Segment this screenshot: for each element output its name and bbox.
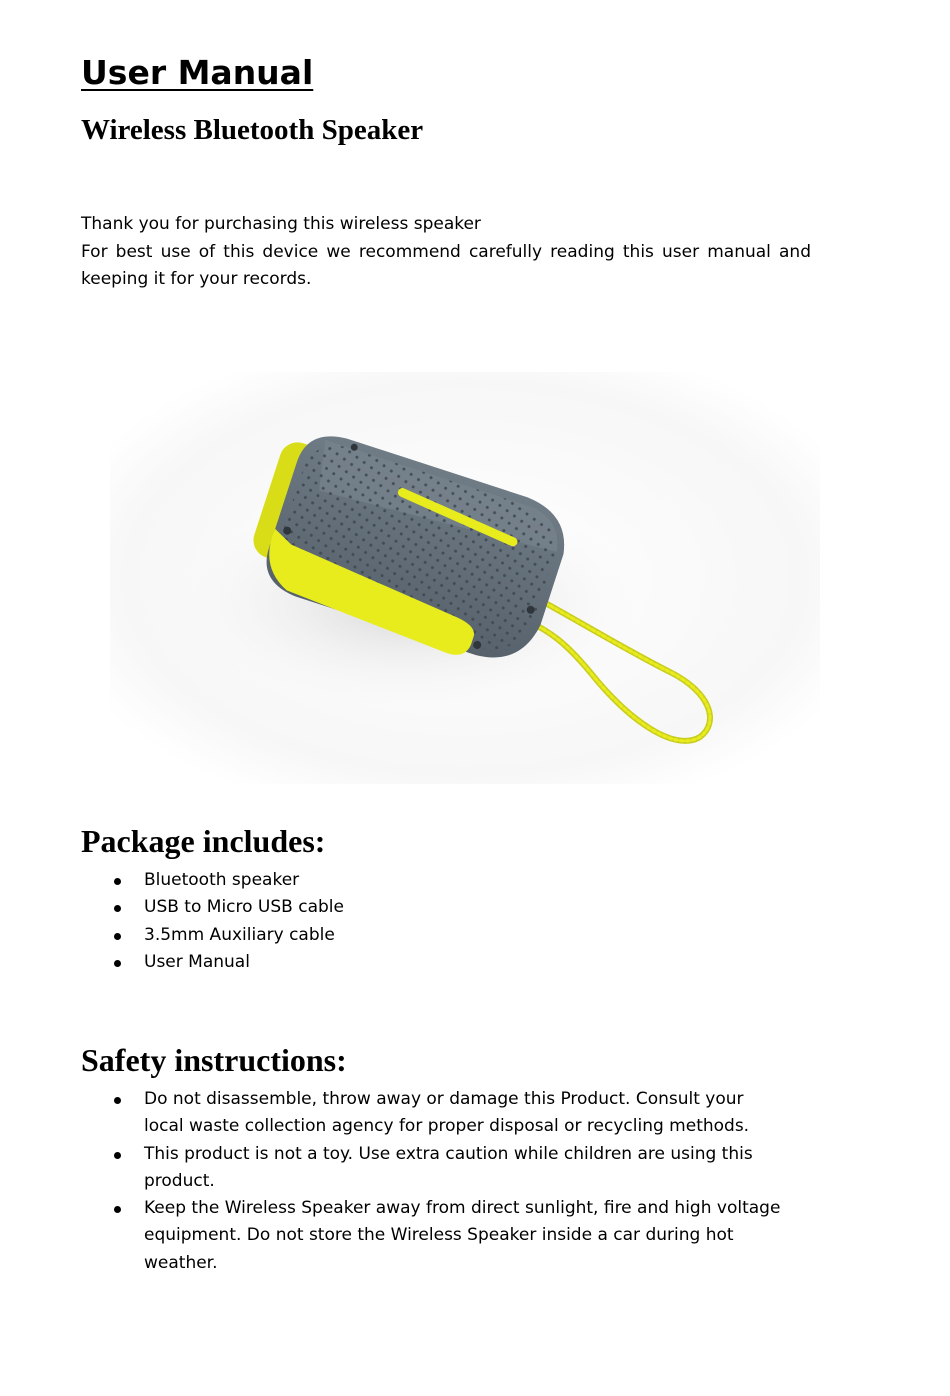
package-list: [81, 867, 831, 976]
intro-text: [81, 211, 811, 294]
bullet-icon: [114, 1206, 121, 1213]
intro-recommend: For best use of this device we recommend carefully reading this user manual and keeping it for your records.: [81, 241, 811, 289]
list-item: Keep the Wireless Speaker away from direct sunlight, fire and high voltage equipment. Do not store the Wireless Speaker inside a car during hot weather.: [81, 1195, 781, 1277]
bullet-icon: [114, 905, 121, 912]
bullet-icon: [114, 1097, 121, 1104]
intro-thanks: Thank you for purchasing this wireless speaker: [81, 214, 481, 234]
bullet-icon: [114, 878, 121, 885]
list-item: User Manual: [81, 949, 831, 976]
document-subtitle: Wireless Bluetooth Speaker: [81, 114, 424, 146]
bullet-icon: [114, 933, 121, 940]
bullet-icon: [114, 1152, 121, 1159]
list-item: This product is not a toy. Use extra caution while children are using this product.: [81, 1141, 781, 1196]
safety-heading: Safety instructions:: [81, 1042, 347, 1078]
bullet-icon: [114, 960, 121, 967]
speaker-product-image: [110, 372, 820, 784]
list-item: 3.5mm Auxiliary cable: [81, 922, 831, 949]
list-item: Do not disassemble, throw away or damage this Product. Consult your local waste collection agency for proper disposal or recycling methods.: [81, 1086, 781, 1141]
package-heading: Package includes:: [81, 823, 326, 859]
document-title: User Manual: [81, 53, 314, 92]
safety-list: [81, 1086, 781, 1277]
list-item: USB to Micro USB cable: [81, 894, 831, 921]
list-item: Bluetooth speaker: [81, 867, 831, 894]
